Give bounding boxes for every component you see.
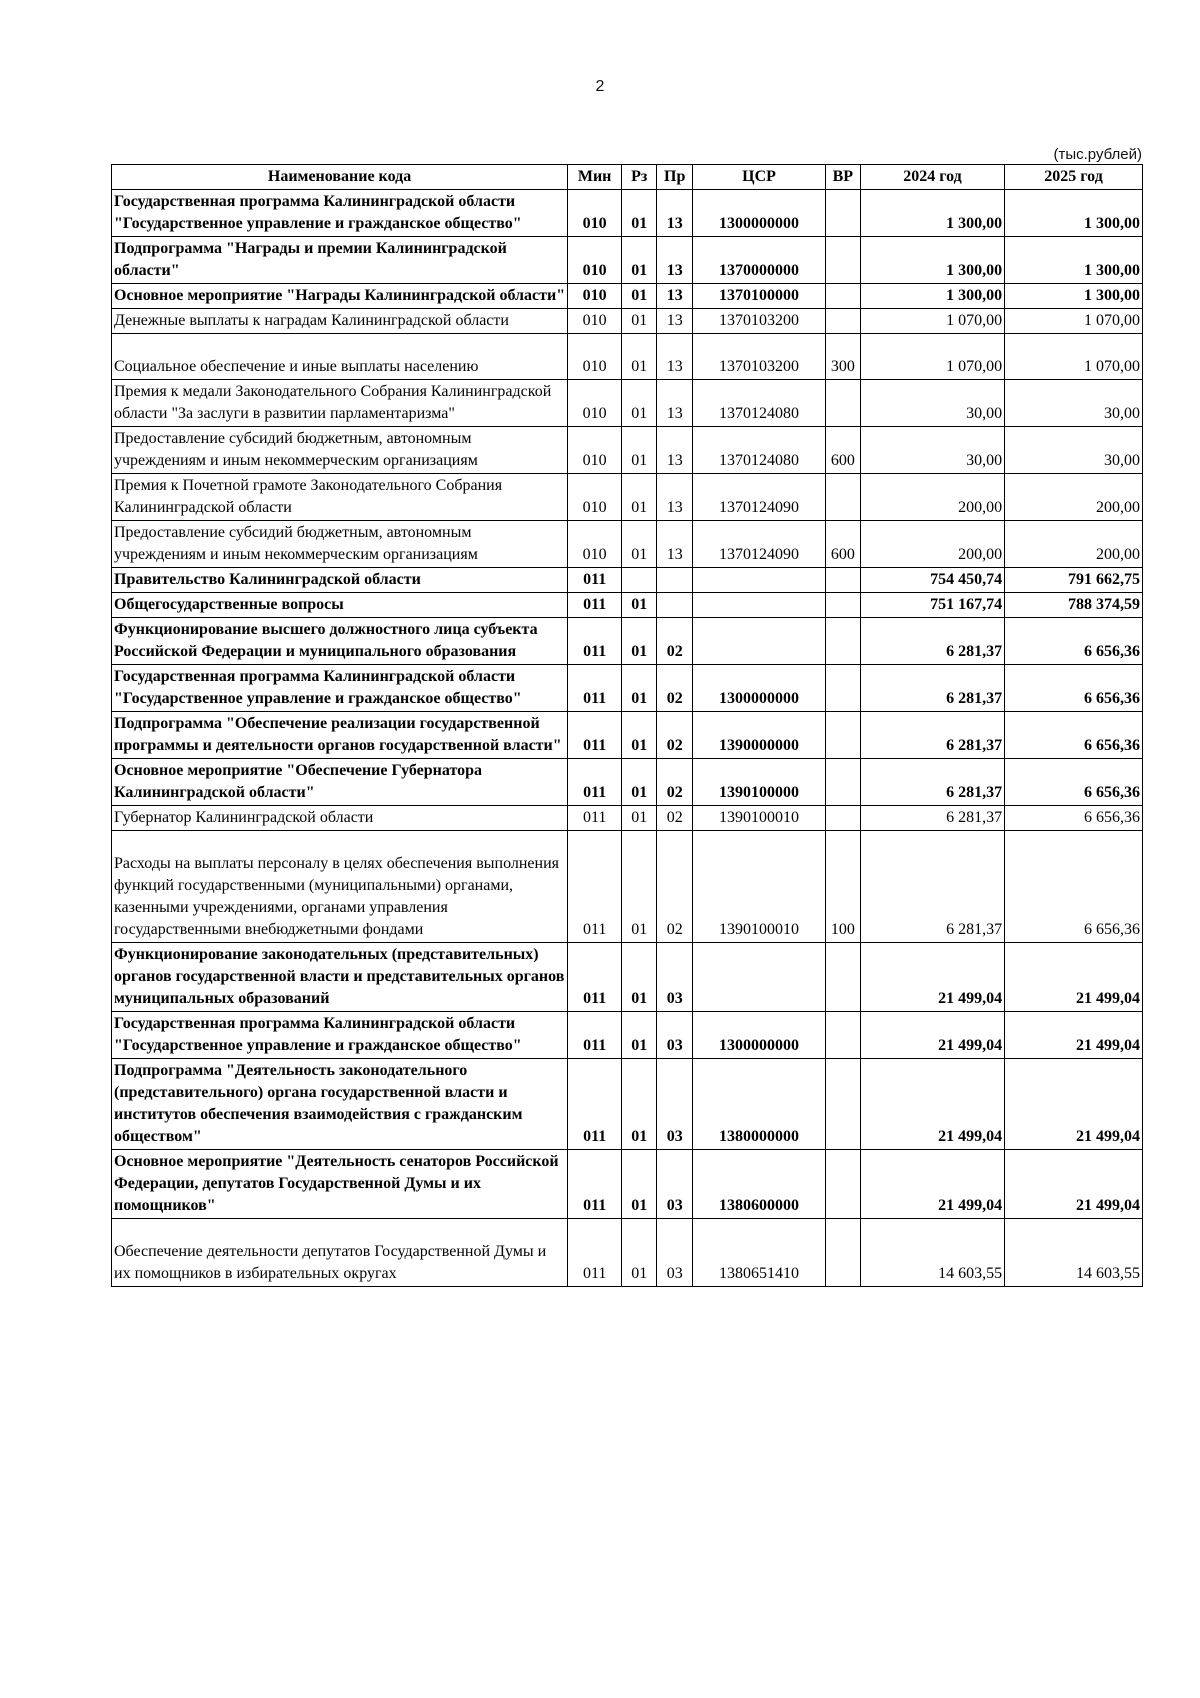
header-pr: Пр: [657, 165, 693, 190]
row-min-cell: 010: [568, 427, 622, 474]
row-2025-cell: 21 499,04: [1005, 1059, 1143, 1150]
row-name-cell: Обеспечение деятельности депутатов Государственной Думы и их помощников в избирательных округах: [112, 1219, 568, 1287]
row-vr-cell: [825, 1012, 860, 1059]
row-min-cell: 011: [568, 712, 622, 759]
row-pr-cell: 13: [657, 334, 693, 380]
table-row: [112, 568, 1143, 593]
row-2025-cell: 1 300,00: [1005, 190, 1143, 237]
row-pr-cell: 13: [657, 427, 693, 474]
row-pr-cell: 13: [657, 521, 693, 568]
row-rz-cell: 01: [622, 759, 657, 806]
table-row: [112, 1150, 1143, 1219]
row-rz-cell: 01: [622, 427, 657, 474]
row-name-cell: Расходы на выплаты персоналу в целях обеспечения выполнения функций государственными (муниципальными) органами, казенными учреждениями, органами управления государственными внебюджетными фондами: [112, 831, 568, 943]
row-pr-cell: 13: [657, 380, 693, 427]
row-2024-cell: 200,00: [860, 521, 1004, 568]
row-pr-cell: 02: [657, 806, 693, 831]
row-min-cell: 011: [568, 618, 622, 665]
row-vr-cell: [825, 380, 860, 427]
row-2024-cell: 1 070,00: [860, 309, 1004, 334]
row-pr-cell: 02: [657, 712, 693, 759]
row-name-cell: Подпрограмма "Награды и премии Калининградской области": [112, 237, 568, 284]
row-vr-cell: [825, 1150, 860, 1219]
row-min-cell: 011: [568, 665, 622, 712]
row-2025-cell: 1 300,00: [1005, 284, 1143, 309]
row-pr-cell: 13: [657, 284, 693, 309]
table-row: [112, 427, 1143, 474]
budget-table: [111, 164, 1143, 1287]
row-min-cell: 011: [568, 1059, 622, 1150]
row-2024-cell: 6 281,37: [860, 665, 1004, 712]
row-2024-cell: 14 603,55: [860, 1219, 1004, 1287]
row-2025-cell: 788 374,59: [1005, 593, 1143, 618]
row-2025-cell: 21 499,04: [1005, 1150, 1143, 1219]
header-2024: 2024 год: [860, 165, 1004, 190]
row-rz-cell: [622, 568, 657, 593]
row-vr-cell: [825, 284, 860, 309]
table-row: [112, 665, 1143, 712]
table-row: [112, 1012, 1143, 1059]
header-csr: ЦСР: [693, 165, 826, 190]
row-min-cell: 011: [568, 831, 622, 943]
table-row: [112, 806, 1143, 831]
table-row: [112, 1219, 1143, 1287]
row-2024-cell: 6 281,37: [860, 831, 1004, 943]
row-vr-cell: [825, 806, 860, 831]
row-min-cell: 010: [568, 334, 622, 380]
row-csr-cell: [693, 943, 826, 1012]
row-vr-cell: [825, 237, 860, 284]
row-csr-cell: 1370124080: [693, 427, 826, 474]
row-name-cell: Государственная программа Калининградской области "Государственное управление и гражданское общество": [112, 665, 568, 712]
row-min-cell: 011: [568, 759, 622, 806]
row-pr-cell: 13: [657, 309, 693, 334]
row-csr-cell: 1370124080: [693, 380, 826, 427]
row-pr-cell: 02: [657, 759, 693, 806]
table-row: [112, 237, 1143, 284]
table-row: [112, 831, 1143, 943]
row-csr-cell: 1300000000: [693, 1012, 826, 1059]
row-csr-cell: 1380600000: [693, 1150, 826, 1219]
row-min-cell: 010: [568, 237, 622, 284]
row-2024-cell: 30,00: [860, 380, 1004, 427]
table-row: [112, 593, 1143, 618]
row-name-cell: Предоставление субсидий бюджетным, автономным учреждениям и иным некоммерческим организациям: [112, 427, 568, 474]
row-csr-cell: 1370124090: [693, 474, 826, 521]
row-2025-cell: 21 499,04: [1005, 943, 1143, 1012]
row-name-cell: Премия к Почетной грамоте Законодательного Собрания Калининградской области: [112, 474, 568, 521]
table-row: [112, 1059, 1143, 1150]
table-row: [112, 618, 1143, 665]
row-csr-cell: 1370100000: [693, 284, 826, 309]
row-pr-cell: 13: [657, 190, 693, 237]
row-2025-cell: 21 499,04: [1005, 1012, 1143, 1059]
row-rz-cell: 01: [622, 521, 657, 568]
row-pr-cell: 03: [657, 1219, 693, 1287]
table-row: [112, 712, 1143, 759]
row-name-cell: Предоставление субсидий бюджетным, автономным учреждениям и иным некоммерческим организациям: [112, 521, 568, 568]
row-2025-cell: 30,00: [1005, 427, 1143, 474]
row-rz-cell: 01: [622, 665, 657, 712]
row-min-cell: 010: [568, 284, 622, 309]
units-note: (тыс.рублей): [1053, 146, 1142, 163]
header-name: Наименование кода: [112, 165, 568, 190]
row-vr-cell: [825, 309, 860, 334]
row-name-cell: Основное мероприятие "Обеспечение Губернатора Калининградской области": [112, 759, 568, 806]
row-min-cell: 010: [568, 521, 622, 568]
row-2025-cell: 1 300,00: [1005, 237, 1143, 284]
row-vr-cell: [825, 190, 860, 237]
row-name-cell: Государственная программа Калининградской области "Государственное управление и гражданское общество": [112, 190, 568, 237]
row-name-cell: Государственная программа Калининградской области "Государственное управление и гражданское общество": [112, 1012, 568, 1059]
table-header-row: [112, 165, 1143, 190]
row-pr-cell: 13: [657, 237, 693, 284]
row-2025-cell: 30,00: [1005, 380, 1143, 427]
row-csr-cell: 1390100010: [693, 806, 826, 831]
row-2024-cell: 1 300,00: [860, 284, 1004, 309]
row-csr-cell: [693, 568, 826, 593]
row-name-cell: Функционирование высшего должностного лица субъекта Российской Федерации и муниципального образования: [112, 618, 568, 665]
row-name-cell: Основное мероприятие "Награды Калининградской области": [112, 284, 568, 309]
row-min-cell: 011: [568, 593, 622, 618]
row-vr-cell: [825, 712, 860, 759]
row-2025-cell: 1 070,00: [1005, 334, 1143, 380]
row-rz-cell: 01: [622, 1150, 657, 1219]
row-rz-cell: 01: [622, 284, 657, 309]
table-row: [112, 284, 1143, 309]
header-2025: 2025 год: [1005, 165, 1143, 190]
row-vr-cell: [825, 618, 860, 665]
row-pr-cell: 02: [657, 618, 693, 665]
row-2024-cell: 1 300,00: [860, 190, 1004, 237]
row-rz-cell: 01: [622, 593, 657, 618]
row-rz-cell: 01: [622, 1012, 657, 1059]
row-rz-cell: 01: [622, 943, 657, 1012]
row-vr-cell: [825, 474, 860, 521]
row-csr-cell: [693, 593, 826, 618]
row-rz-cell: 01: [622, 237, 657, 284]
table-row: [112, 474, 1143, 521]
row-csr-cell: 1390100010: [693, 831, 826, 943]
row-2025-cell: 6 656,36: [1005, 806, 1143, 831]
row-csr-cell: 1390100000: [693, 759, 826, 806]
row-vr-cell: [825, 1219, 860, 1287]
row-2025-cell: 200,00: [1005, 474, 1143, 521]
row-pr-cell: 02: [657, 831, 693, 943]
row-name-cell: Губернатор Калининградской области: [112, 806, 568, 831]
table-row: [112, 521, 1143, 568]
row-name-cell: Денежные выплаты к наградам Калининградской области: [112, 309, 568, 334]
row-rz-cell: 01: [622, 309, 657, 334]
row-min-cell: 011: [568, 1150, 622, 1219]
row-2024-cell: 200,00: [860, 474, 1004, 521]
row-pr-cell: [657, 568, 693, 593]
table-row: [112, 380, 1143, 427]
row-csr-cell: 1370103200: [693, 334, 826, 380]
row-2024-cell: 21 499,04: [860, 1012, 1004, 1059]
row-min-cell: 011: [568, 568, 622, 593]
row-2025-cell: 6 656,36: [1005, 712, 1143, 759]
row-rz-cell: 01: [622, 806, 657, 831]
row-name-cell: Социальное обеспечение и иные выплаты населению: [112, 334, 568, 380]
row-pr-cell: 03: [657, 1150, 693, 1219]
row-2024-cell: 30,00: [860, 427, 1004, 474]
row-min-cell: 011: [568, 1219, 622, 1287]
row-csr-cell: 1370103200: [693, 309, 826, 334]
row-min-cell: 010: [568, 309, 622, 334]
row-2024-cell: 21 499,04: [860, 1059, 1004, 1150]
table-row: [112, 334, 1143, 380]
table-row: [112, 759, 1143, 806]
row-rz-cell: 01: [622, 380, 657, 427]
row-min-cell: 010: [568, 190, 622, 237]
row-min-cell: 011: [568, 806, 622, 831]
row-2025-cell: 200,00: [1005, 521, 1143, 568]
row-vr-cell: [825, 593, 860, 618]
row-min-cell: 011: [568, 943, 622, 1012]
row-rz-cell: 01: [622, 1059, 657, 1150]
row-name-cell: Премия к медали Законодательного Собрания Калининградской области "За заслуги в развитии парламентаризма": [112, 380, 568, 427]
row-min-cell: 011: [568, 1012, 622, 1059]
row-2025-cell: 6 656,36: [1005, 618, 1143, 665]
table-row: [112, 309, 1143, 334]
row-name-cell: Функционирование законодательных (представительных) органов государственной власти и представительных органов муниципальных образований: [112, 943, 568, 1012]
page-number: 2: [595, 78, 605, 95]
row-rz-cell: 01: [622, 831, 657, 943]
row-2024-cell: 1 300,00: [860, 237, 1004, 284]
row-name-cell: Правительство Калининградской области: [112, 568, 568, 593]
row-csr-cell: 1300000000: [693, 190, 826, 237]
row-vr-cell: [825, 665, 860, 712]
row-vr-cell: [825, 759, 860, 806]
row-2025-cell: 1 070,00: [1005, 309, 1143, 334]
row-vr-cell: [825, 943, 860, 1012]
row-csr-cell: 1370124090: [693, 521, 826, 568]
row-name-cell: Общегосударственные вопросы: [112, 593, 568, 618]
row-2024-cell: 1 070,00: [860, 334, 1004, 380]
row-name-cell: Подпрограмма "Деятельность законодательного (представительного) органа государственной власти и институтов обеспечения взаимодействия с гражданским обществом": [112, 1059, 568, 1150]
table-row: [112, 943, 1143, 1012]
row-2025-cell: 6 656,36: [1005, 831, 1143, 943]
row-2025-cell: 791 662,75: [1005, 568, 1143, 593]
row-rz-cell: 01: [622, 1219, 657, 1287]
row-vr-cell: 600: [825, 427, 860, 474]
row-pr-cell: 03: [657, 1012, 693, 1059]
table-row: [112, 190, 1143, 237]
header-rz: Рз: [622, 165, 657, 190]
header-vr: ВР: [825, 165, 860, 190]
row-rz-cell: 01: [622, 334, 657, 380]
row-pr-cell: 02: [657, 665, 693, 712]
row-2024-cell: 21 499,04: [860, 943, 1004, 1012]
row-csr-cell: 1380000000: [693, 1059, 826, 1150]
row-csr-cell: 1380651410: [693, 1219, 826, 1287]
row-pr-cell: 03: [657, 1059, 693, 1150]
row-rz-cell: 01: [622, 618, 657, 665]
row-min-cell: 010: [568, 474, 622, 521]
row-name-cell: Подпрограмма "Обеспечение реализации государственной программы и деятельности органов государственной власти": [112, 712, 568, 759]
row-pr-cell: 03: [657, 943, 693, 1012]
row-2024-cell: 751 167,74: [860, 593, 1004, 618]
row-2025-cell: 6 656,36: [1005, 665, 1143, 712]
row-rz-cell: 01: [622, 474, 657, 521]
row-2024-cell: 754 450,74: [860, 568, 1004, 593]
header-min: Мин: [568, 165, 622, 190]
row-2024-cell: 6 281,37: [860, 712, 1004, 759]
row-vr-cell: 600: [825, 521, 860, 568]
row-csr-cell: 1370000000: [693, 237, 826, 284]
row-vr-cell: [825, 1059, 860, 1150]
row-csr-cell: [693, 618, 826, 665]
row-2024-cell: 6 281,37: [860, 618, 1004, 665]
row-2025-cell: 14 603,55: [1005, 1219, 1143, 1287]
row-2024-cell: 21 499,04: [860, 1150, 1004, 1219]
row-rz-cell: 01: [622, 712, 657, 759]
row-vr-cell: [825, 568, 860, 593]
row-2024-cell: 6 281,37: [860, 759, 1004, 806]
row-csr-cell: 1390000000: [693, 712, 826, 759]
row-pr-cell: 13: [657, 474, 693, 521]
row-2024-cell: 6 281,37: [860, 806, 1004, 831]
row-vr-cell: 100: [825, 831, 860, 943]
row-2025-cell: 6 656,36: [1005, 759, 1143, 806]
row-name-cell: Основное мероприятие "Деятельность сенаторов Российской Федерации, депутатов Государственной Думы и их помощников": [112, 1150, 568, 1219]
row-csr-cell: 1300000000: [693, 665, 826, 712]
row-rz-cell: 01: [622, 190, 657, 237]
row-vr-cell: 300: [825, 334, 860, 380]
row-min-cell: 010: [568, 380, 622, 427]
row-pr-cell: [657, 593, 693, 618]
